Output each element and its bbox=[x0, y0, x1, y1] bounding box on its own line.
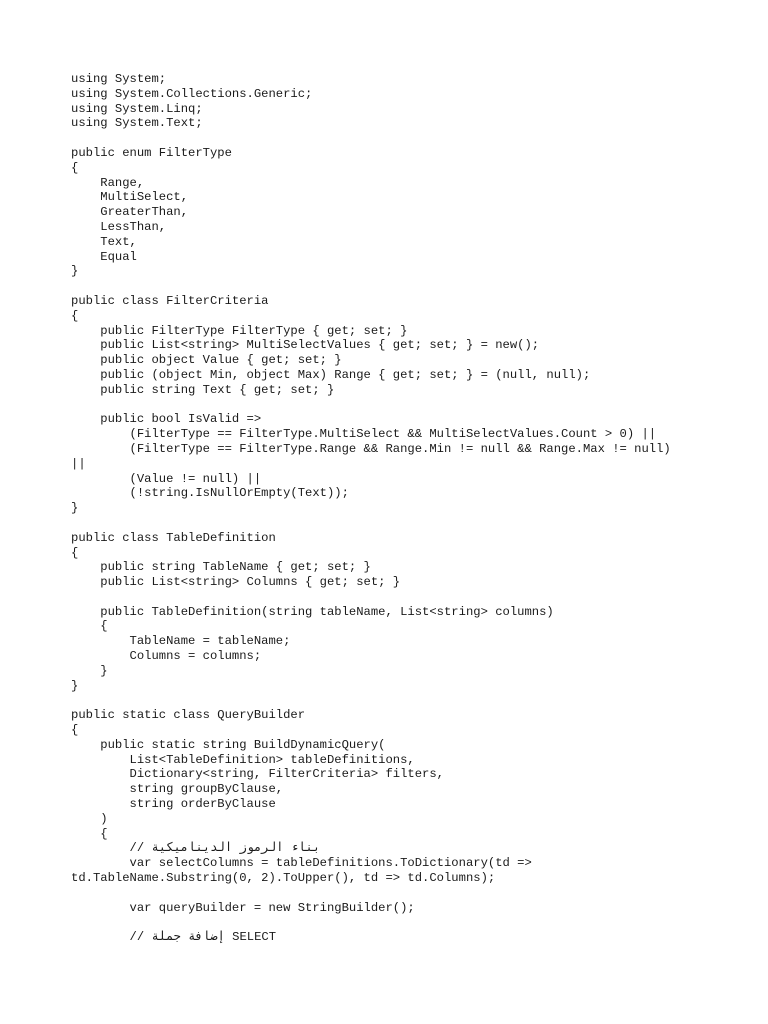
code-line: public static class QueryBuilder bbox=[71, 708, 306, 723]
code-line: public class TableDefinition bbox=[71, 530, 276, 545]
code-line bbox=[71, 131, 751, 146]
code-line bbox=[71, 590, 751, 605]
code-line: Text, bbox=[71, 234, 137, 249]
code-line: var selectColumns = tableDefinitions.ToDictionary(td => bbox=[71, 856, 532, 871]
code-line: (FilterType == FilterType.MultiSelect && MultiSelectValues.Count > 0) || bbox=[71, 427, 657, 442]
code-line: td.TableName.Substring(0, 2).ToUpper(), td => td.Columns); bbox=[71, 871, 496, 886]
code-line: { bbox=[71, 723, 79, 738]
code-line: || bbox=[71, 456, 86, 471]
code-line: string orderByClause bbox=[71, 797, 276, 812]
code-line: public static string BuildDynamicQuery( bbox=[71, 737, 386, 752]
code-line bbox=[71, 279, 751, 294]
code-line: Columns = columns; bbox=[71, 649, 262, 664]
code-line: } bbox=[71, 678, 79, 693]
code-line: public string TableName { get; set; } bbox=[71, 560, 371, 575]
code-line: { bbox=[71, 160, 79, 175]
code-line: List<TableDefinition> tableDefinitions, bbox=[71, 752, 415, 767]
code-line bbox=[71, 398, 751, 413]
code-line: GreaterThan, bbox=[71, 205, 189, 220]
code-line: MultiSelect, bbox=[71, 190, 189, 205]
code-line: { bbox=[71, 545, 79, 560]
code-line: Dictionary<string, FilterCriteria> filters, bbox=[71, 767, 444, 782]
code-line: { bbox=[71, 308, 79, 323]
code-line: public object Value { get; set; } bbox=[71, 353, 342, 368]
code-line: } bbox=[71, 264, 79, 279]
code-line: public List<string> Columns { get; set; } bbox=[71, 575, 401, 590]
code-line: Equal bbox=[71, 249, 137, 264]
code-line: public enum FilterType bbox=[71, 145, 232, 160]
code-line: // بناء الرموز الديناميكية bbox=[71, 841, 321, 856]
code-line bbox=[71, 693, 751, 708]
code-line: using System.Collections.Generic; bbox=[71, 86, 313, 101]
code-line: (!string.IsNullOrEmpty(Text)); bbox=[71, 486, 349, 501]
code-line: public string Text { get; set; } bbox=[71, 382, 335, 397]
code-line: ) bbox=[71, 811, 108, 826]
code-line: (Value != null) || bbox=[71, 471, 262, 486]
code-line: public TableDefinition(string tableName, List<string> columns) bbox=[71, 604, 554, 619]
code-line bbox=[71, 516, 751, 531]
code-line: LessThan, bbox=[71, 219, 167, 234]
code-line: public List<string> MultiSelectValues { get; set; } = new(); bbox=[71, 338, 540, 353]
code-line: public (object Min, object Max) Range { get; set; } = (null, null); bbox=[71, 367, 591, 382]
code-line: public bool IsValid => bbox=[71, 412, 262, 427]
code-line: } bbox=[71, 501, 79, 516]
code-line: (FilterType == FilterType.Range && Range.Min != null && Range.Max != null) bbox=[71, 441, 671, 456]
code-block bbox=[71, 72, 751, 945]
code-line: using System; bbox=[71, 72, 167, 86]
code-line: { bbox=[71, 826, 108, 841]
code-line bbox=[71, 915, 751, 930]
code-line: public FilterType FilterType { get; set; } bbox=[71, 323, 408, 338]
code-line: public class FilterCriteria bbox=[71, 293, 269, 308]
code-line: using System.Linq; bbox=[71, 101, 203, 116]
code-line: Range, bbox=[71, 175, 145, 190]
code-line: using System.Text; bbox=[71, 116, 203, 131]
code-line: string groupByClause, bbox=[71, 782, 284, 797]
code-line: { bbox=[71, 619, 108, 634]
code-line: // إضافة جملة SELECT bbox=[71, 930, 277, 945]
code-line: } bbox=[71, 663, 108, 678]
code-line: var queryBuilder = new StringBuilder(); bbox=[71, 900, 415, 915]
code-line: TableName = tableName; bbox=[71, 634, 291, 649]
code-line bbox=[71, 886, 751, 901]
